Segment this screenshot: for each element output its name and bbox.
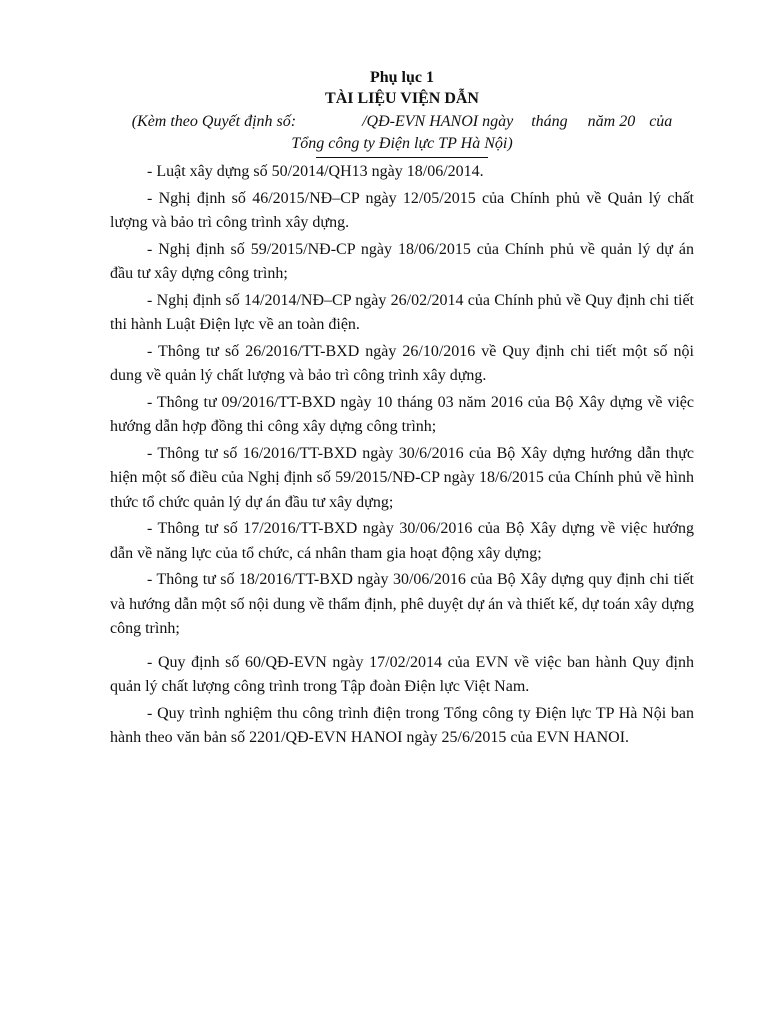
reference-item: - Nghị định số 59/2015/NĐ-CP ngày 18/06/2015 của Chính phủ về quản lý dự án đầu tư xây dựng công trình; bbox=[110, 240, 694, 282]
reference-item: - Thông tư 09/2016/TT-BXD ngày 10 tháng 03 năm 2016 của Bộ Xây dựng về việc hướng dẫn hợp đồng thi công xây dựng công trình; bbox=[110, 393, 694, 435]
document-heading bbox=[110, 68, 694, 158]
subtitle-year: năm 20 bbox=[587, 113, 636, 130]
reference-item: - Nghị định số 14/2014/NĐ–CP ngày 26/02/2014 của Chính phủ về Quy định chi tiết thi hành Luật Điện lực về an toàn điện. bbox=[110, 291, 694, 333]
reference-item: - Luật xây dựng số 50/2014/QH13 ngày 18/06/2014. bbox=[147, 163, 484, 180]
reference-item: - Thông tư số 17/2016/TT-BXD ngày 30/06/2016 của Bộ Xây dựng về việc hướng dẫn về năng lực của tổ chức, cá nhân tham gia hoạt động xây dựng; bbox=[110, 520, 694, 562]
heading-underline bbox=[316, 157, 488, 158]
reference-item: - Quy trình nghiệm thu công trình điện trong Tổng công ty Điện lực TP Hà Nội ban hành theo văn bản số 2201/QĐ-EVN HANOI ngày 25/6/2015 của EVN HANOI. bbox=[110, 704, 694, 746]
subtitle-month: tháng bbox=[531, 113, 568, 130]
subtitle-line-1 bbox=[110, 111, 694, 133]
reference-item: - Thông tư số 26/2016/TT-BXD ngày 26/10/2016 về Quy định chi tiết một số nội dung về quản lý chất lượng và bảo trì công trình xây dựng. bbox=[110, 342, 694, 384]
document-page bbox=[110, 68, 694, 753]
subtitle-decision-prefix: (Kèm theo Quyết định số: bbox=[131, 113, 297, 130]
subtitle-line-2: Tổng công ty Điện lực TP Hà Nội) bbox=[291, 135, 513, 152]
reference-item: - Thông tư số 16/2016/TT-BXD ngày 30/6/2016 của Bộ Xây dựng hướng dẫn thực hiện một số điều của Nghị định số 59/2015/NĐ-CP ngày 18/6/2015 của Chính phủ về hình thức tổ chức quản lý dự án đầu tư xây dựng; bbox=[110, 444, 694, 511]
reference-item: - Thông tư số 18/2016/TT-BXD ngày 30/06/2016 của Bộ Xây dựng quy định chi tiết và hướng dẫn một số nội dung về thẩm định, phê duyệt dự án và thiết kế, dự toán xây dựng công trình; bbox=[110, 571, 694, 637]
reference-list bbox=[110, 160, 694, 751]
document-title: TÀI LIỆU VIỆN DẪN bbox=[325, 90, 479, 107]
reference-item: - Quy định số 60/QĐ-EVN ngày 17/02/2014 của EVN về việc ban hành Quy định quản lý chất lượng công trình trong Tập đoàn Điện lực Việt Nam. bbox=[110, 653, 694, 695]
reference-item: - Nghị định số 46/2015/NĐ–CP ngày 12/05/2015 của Chính phủ về Quản lý chất lượng và bảo trì công trình xây dựng. bbox=[110, 189, 694, 231]
subtitle-of: của bbox=[649, 113, 673, 130]
appendix-label: Phụ lục 1 bbox=[369, 69, 434, 86]
document-subtitle bbox=[110, 111, 694, 155]
subtitle-decision-code: /QĐ-EVN HANOI ngày bbox=[362, 113, 514, 130]
